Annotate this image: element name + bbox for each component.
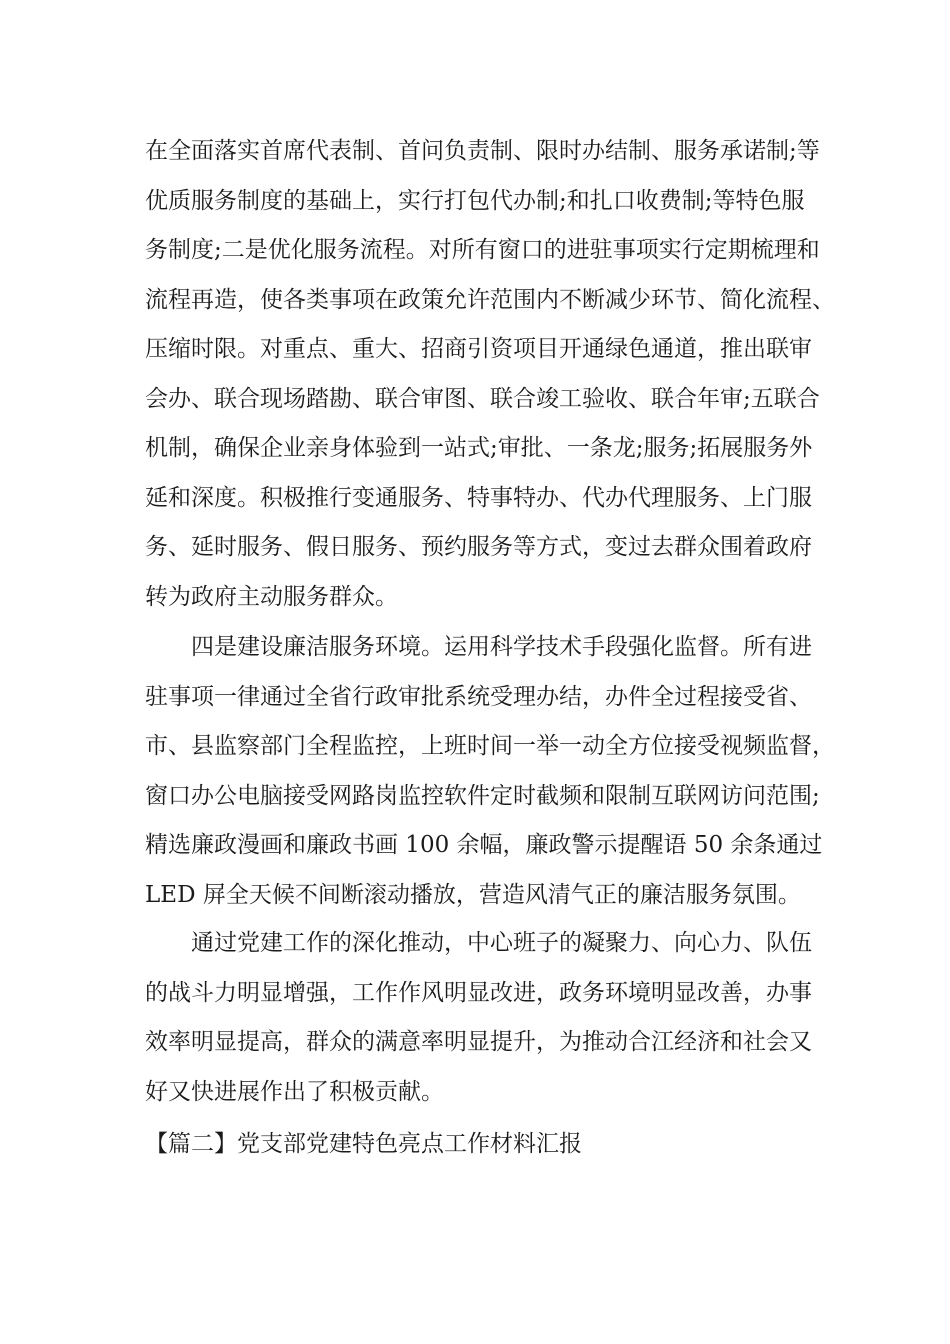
section-heading	[145, 1120, 825, 1170]
paragraph-line: 务、延时服务、假日服务、预约服务等方式，变过去群众围着政府	[145, 534, 812, 560]
paragraph-line: LED 屏全天候不间断滚动播放，营造风清气正的廉洁服务氛围。	[145, 881, 801, 908]
paragraph-line: 四是建设廉洁服务环境。运用科学技术手段强化监督。所有进	[191, 634, 812, 660]
paragraph-line: 在全面落实首席代表制、首问负责制、限时办结制、服务承诺制;等	[145, 138, 820, 164]
paragraph-line: 效率明显提高，群众的满意率明显提升，为推动合江经济和社会又	[145, 1029, 812, 1055]
paragraph-line: 的战斗力明显增强，工作作风明显改进，政务环境明显改善，办事	[145, 979, 812, 1006]
paragraph-line: 窗口办公电脑接受网路岗监控软件定时截频和限制互联网访问范围;	[145, 782, 820, 809]
paragraph-line: 优质服务制度的基础上，实行打包代办制;和扎口收费制;等特色服	[145, 187, 805, 214]
paragraph-line: 通过党建工作的深化推动，中心班子的凝聚力、向心力、队伍	[191, 930, 812, 956]
paragraph-line: 精选廉政漫画和廉政书画 100 余幅，廉政警示提醒语 50 余条通过	[145, 832, 823, 858]
paragraph-service-process	[145, 127, 835, 622]
paragraph-line: 务制度;二是优化服务流程。对所有窗口的进驻事项实行定期梳理和	[145, 237, 820, 263]
paragraph-line: 市、县监察部门全程监控，上班时间一举一动全方位接受视频监督，	[145, 733, 835, 759]
paragraph-line: 机制，确保企业亲身体验到一站式;审批、一条龙;服务;拓展服务外	[145, 435, 813, 461]
paragraph-line: 驻事项一律通过全省行政审批系统受理办结，办件全过程接受省、	[145, 683, 812, 710]
paragraph-conclusion	[145, 919, 825, 1117]
paragraph-clean-environment	[145, 623, 835, 920]
paragraph-line: 好又快进展作出了积极贡献。	[145, 1078, 444, 1105]
paragraph-line: 压缩时限。对重点、重大、招商引资项目开通绿色通道，推出联审	[145, 336, 812, 362]
paragraph-line: 转为政府主动服务群众。	[145, 583, 398, 610]
paragraph-line: 会办、联合现场踏勘、联合审图、联合竣工验收、联合年审;五联合	[145, 385, 820, 412]
paragraph-line: 流程再造，使各类事项在政策允许范围内不断减少环节、简化流程、	[145, 286, 835, 313]
paragraph-line: 延和深度。积极推行变通服务、特事特办、代办代理服务、上门服	[145, 484, 812, 511]
section-heading-text: 【篇二】党支部党建特色亮点工作材料汇报	[145, 1131, 582, 1157]
